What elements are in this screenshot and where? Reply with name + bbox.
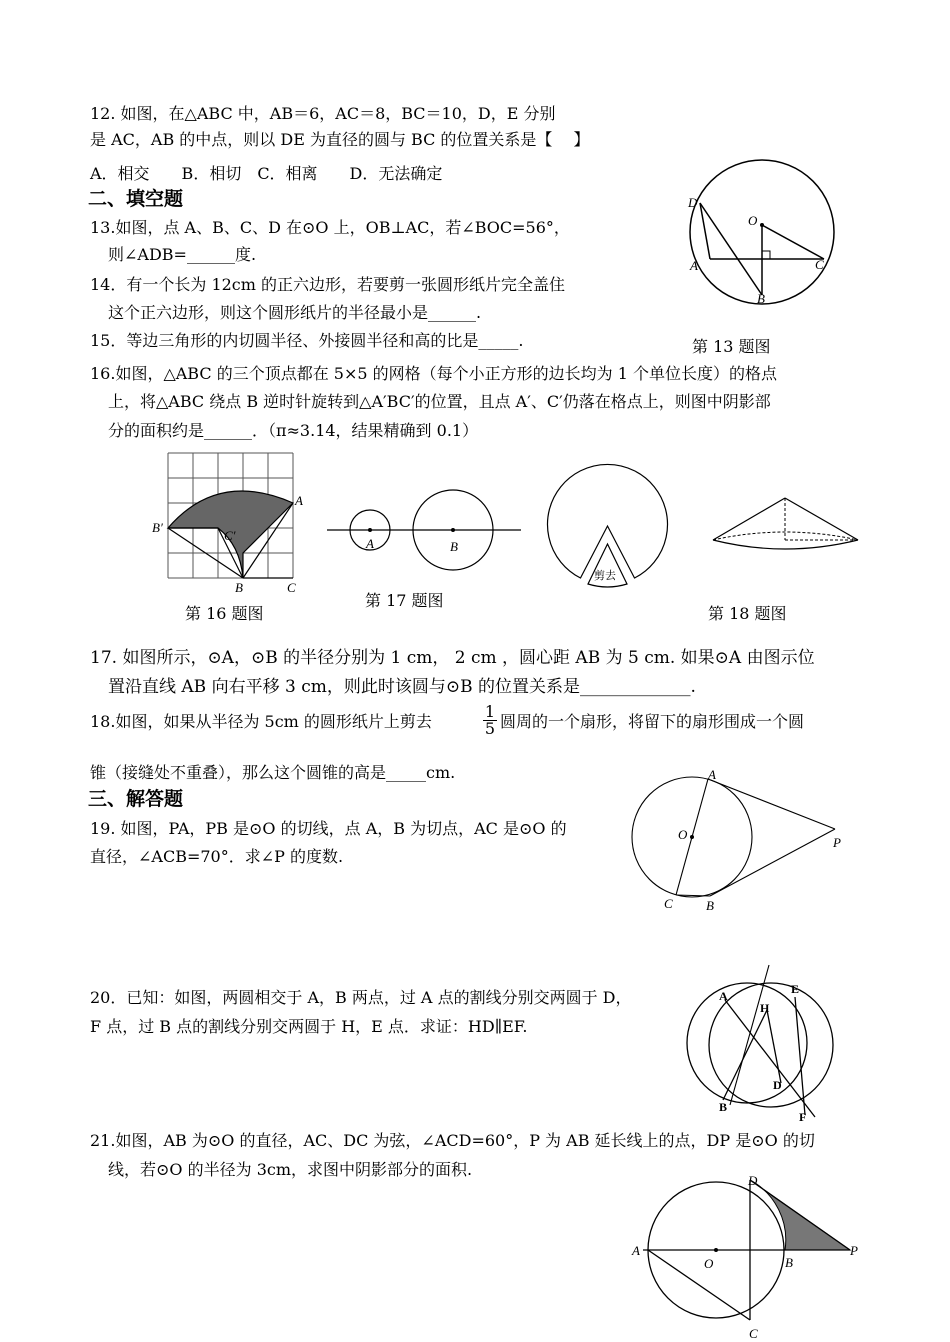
fig20-label-h: H	[760, 1001, 770, 1015]
q21-line1: 21.如图，AB 为⊙O 的直径，AC、DC 为弦，∠ACD=60°，P 为 AB 延长线上的点，DP 是⊙O 的切	[90, 1131, 815, 1150]
q16-line1: 16.如图，△ABC 的三个顶点都在 5×5 的网格（每个小正方形的边长均为 1 个单位长度）的格点	[90, 364, 777, 383]
q18-line2: 锥（接缝处不重叠），那么这个圆锥的高是_____cm.	[90, 763, 456, 782]
q18-line1-a: 18.如图，如果从半径为 5cm 的圆形纸片上剪去	[90, 712, 432, 731]
fig13-label-o: O	[748, 213, 758, 228]
q18-fraction-numerator: 1	[484, 702, 496, 721]
fig16-label-a: A	[295, 493, 303, 508]
q19-line2: 直径，∠ACB=70°．求∠P 的度数.	[90, 847, 344, 866]
fig16-label-b: B	[235, 580, 243, 595]
q19-line1: 19. 如图，PA，PB 是⊙O 的切线，点 A，B 为切点，AC 是⊙O 的	[90, 819, 567, 838]
fig19-label-c: C	[664, 896, 673, 911]
q17-line1: 17. 如图所示，⊙A，⊙B 的半径分别为 1 cm， 2 cm ，圆心距 AB 为 5 cm. 如果⊙A 由图示位	[90, 648, 815, 668]
q20-line1: 20．已知：如图，两圆相交于 A，B 两点，过 A 点的割线分别交两圆于 D，	[90, 988, 632, 1007]
section-heading-fill-in: 二、填空题	[88, 188, 184, 210]
fig20-label-f: F	[799, 1110, 807, 1124]
fig16-label-c: C	[287, 580, 296, 595]
fig17-label-b: B	[450, 539, 458, 554]
q18-line1-b: 圆周的一个扇形，将留下的扇形围成一个圆	[500, 712, 805, 731]
caption-fig16: 第 16 题图	[185, 604, 264, 623]
fig21-label-d: D	[748, 1173, 758, 1188]
q13-line2: 则∠ADB=______度.	[108, 245, 257, 264]
fig19-label-p: P	[833, 835, 841, 850]
figure-21-circle-shaded	[628, 1170, 868, 1340]
figure-16-grid	[150, 450, 310, 600]
fig20-label-e: E	[791, 982, 800, 996]
fig21-label-c: C	[749, 1326, 758, 1341]
figure-18-cut-circle	[540, 460, 675, 595]
q13-line1: 13.如图，点 A、B、C、D 在⊙O 上，OB⊥AC，若∠BOC=56°，	[90, 218, 570, 237]
fig13-label-d: D	[688, 195, 698, 210]
figure-13-diagram	[680, 155, 840, 315]
q14-line2: 这个正六边形，则这个圆形纸片的半径最小是______.	[108, 303, 482, 322]
q16-line3: 分的面积约是______．（π≈3.14，结果精确到 0.1）	[108, 421, 479, 440]
fig16-label-cprime: C′	[224, 528, 236, 543]
caption-fig13: 第 13 题图	[692, 337, 771, 356]
fig16-label-bprime: B′	[152, 520, 163, 535]
q15-text: 15．等边三角形的内切圆半径、外接圆半径和高的比是_____.	[90, 331, 524, 350]
fig13-label-c: C	[815, 257, 824, 272]
figure-17-circles	[325, 490, 525, 570]
fig13-label-a: A	[690, 258, 698, 273]
q18-fraction-denominator: 5	[484, 719, 496, 738]
q17-line2: 置沿直线 AB 向右平移 3 cm，则此时该圆与⊙B 的位置关系是_____________.	[108, 677, 696, 697]
fig19-label-b: B	[706, 898, 714, 913]
q12-options: A．相交 B．相切 C．相离 D．无法确定	[90, 164, 443, 183]
q20-line2: F 点，过 B 点的割线分别交两圆于 H，E 点．求证：HD∥EF.	[90, 1017, 528, 1036]
fig20-label-d: D	[773, 1078, 782, 1092]
q14-line1: 14．有一个长为 12cm 的正六边形，若要剪一张圆形纸片完全盖住	[90, 275, 566, 294]
fig17-label-a: A	[366, 536, 374, 551]
section-heading-solutions: 三、解答题	[88, 788, 184, 810]
fig13-label-b: B	[757, 291, 765, 306]
fig20-label-b: B	[719, 1100, 728, 1114]
figure-20-intersecting-circles	[685, 965, 845, 1125]
caption-fig18: 第 18 题图	[708, 604, 787, 623]
caption-fig17: 第 17 题图	[365, 591, 444, 610]
figure-18-cone	[708, 490, 863, 560]
figure-19-tangents	[630, 765, 850, 915]
fig18-cut-label: 剪去	[594, 569, 616, 582]
fig21-label-b: B	[785, 1255, 793, 1270]
q12-line1: 12. 如图，在△ABC 中，AB＝6，AC＝8，BC＝10，D，E 分别	[90, 104, 556, 123]
fig21-label-o: O	[704, 1256, 714, 1271]
fig20-label-a: A	[719, 989, 728, 1003]
q21-line2: 线，若⊙O 的半径为 3cm，求图中阴影部分的面积.	[108, 1160, 473, 1179]
fig21-label-p: P	[850, 1243, 858, 1258]
q18-fraction	[483, 704, 497, 737]
fig19-label-o: O	[678, 827, 688, 842]
q16-line2: 上，将△ABC 绕点 B 逆时针旋转到△A′BC′的位置，且点 A′、C′仍落在格点上，则图中阴影部	[108, 392, 771, 411]
fig19-label-a: A	[708, 767, 716, 782]
q12-line2: 是 AC，AB 的中点，则以 DE 为直径的圆与 BC 的位置关系是【 】	[90, 130, 590, 149]
fig21-label-a: A	[632, 1243, 640, 1258]
